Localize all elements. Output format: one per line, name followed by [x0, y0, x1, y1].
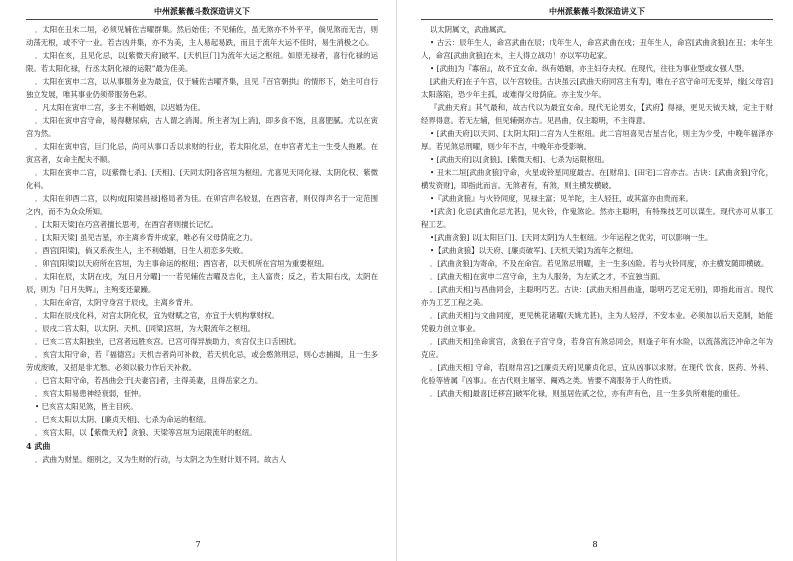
paragraph: ．已亥二宫太阳独坐，已宫者远胜亥宫。已宫可得异族助力，亥宫仅主口舌困扰。: [34, 337, 301, 346]
paragraph: • [武曲天府]以天同、[太阴太阳]二宫为人生枢纽。此二宫垣喜见吉星吉化，则主为少受，中晚年福泽亦厚。若见煞忌刑曜，则少年不吉，中晚年亦受影响。: [421, 129, 773, 151]
paragraph: ．太阳在辰戌化科，对宫太阴化权，宜为财赋之官，亦宜于大机构掌财权。: [34, 311, 279, 320]
paragraph: ．太阳在寅申二宫，以[紫微七杀]、[天相]、[天同太阴]各宫垣为枢纽。尤喜见天同化禄、太阴化权、紫微化科。: [26, 168, 378, 190]
paragraph: ．巳亥太阳以太阴、[廉贞天相]、七杀为命运的枢纽。: [34, 415, 211, 424]
paragraph: ．[武曲天相] 守命，若[财帛宫]之[廉贞天府]见廉贞化忌，宜从凶事以求财。在现代 饮食、医药、外科、化验等皆属『凶事』。在古代则主屠宰、阉鸡之类。皆要不离服务于人的性质。: [421, 363, 773, 385]
paragraph: ．辰戌二宫太阳，以太阴、天机、[同梁]宫垣，为大限流年之枢纽。: [34, 324, 255, 333]
paragraph: ．[太阳天梁]在巧宫者擅长思考，在酉宫者则擅长记忆。: [34, 220, 219, 229]
paragraph: 以太阴属文，武曲属武。: [429, 25, 512, 34]
left-page-body: [26, 23, 378, 439]
paragraph: •【武曲贪狼】以天府、[廉贞破军]、[天机天梁]为流年之枢纽。: [429, 246, 638, 255]
paragraph: ．[武曲天相]与文曲同度，更见桃花诸曜(天姚尤甚)，主为人轻浮，不安本业。必须加以后天克制，始能凭毅力创立事业。: [421, 311, 773, 333]
paragraph: ．凡太阳在寅申二宫，多主不利婚姻，以迟婚为佳。: [34, 103, 205, 112]
paragraph: ．太阳在辰，太阴在戌，为[日月分曜]一一若见辅佐吉曜及吉化，主人富贵；反之，若太阳右戌，太阴在辰，则为『日月失辉』，主殉变还蒙躁。: [26, 272, 378, 294]
left-page-number: 7: [195, 540, 201, 549]
paragraph: • 巳亥宫太阳见煞，皆主目疾。: [34, 402, 138, 411]
paragraph: ．[太阳天梁] 虽见吉星，亦主离乡背井成家，唯必有父母荫庇之力。: [34, 233, 258, 242]
paragraph: ．巳宫太阳守命，若昌曲会于[夫妻宫]者，主得美妻，且得岳家之力。: [34, 376, 263, 385]
paragraph: ．太阳在卯酉二宫，以构成[阳梁昌禄]格局者为佳。在卯宫声名较显，在酉宫者，则仅得声名于一定范围之内，而不为众众所知。: [26, 194, 378, 216]
paragraph: •[武曲贪狼] 以[太阳巨门]、[天同太阴]为人生枢纽。少年运程之优劣，可以影响一生。: [429, 233, 713, 242]
paragraph: ．卯宫[阳梁]以天府所在宫垣，为主事命运的枢纽；酉宫者，以天机所在宫垣为重要枢纽。: [34, 259, 329, 268]
paragraph: ．太阳在命宫，太阴守身宫于辰戌，主离乡背井。: [34, 298, 198, 307]
paragraph: ．太阳在丑未二垣，必须见辅佐吉曜群集。然后始佳；不见辅佐，虽无煞亦不外平平，倘见煞而无吉，则动荡无根，或不守一业。若吉凶并集，亦不为美，主人易起易跌，而且于流年大运不佳时，易生消极之心。: [26, 25, 378, 47]
paragraph: • [武曲]为『寡宿』，故不宜女命。纵有婚姻，亦主妇夺夫权。在现代，往往为事业型或女强人型。: [429, 64, 750, 73]
paragraph: [武曲天府]在子午宫，以午宫较佳。古诀虽云[武曲天府同宫主有寿]，唯在子宫守命可无变异，缘[父母宫]太阳落陷，恐少年主孤，或难得父母荫庇。亦主发少年。: [421, 77, 773, 99]
paragraph: ．太阳在寅申二宫，以从事服务业为最宜，仅于辅佐吉曜齐集，且见『百官朝拱』的情形下，始主可自行独立发展，唯其事业仍须带服务色彩。: [26, 77, 378, 99]
paragraph: ．[武曲天相]最喜[迁移宫]破军化禄，则虽居佐贰之位，亦有声有色，且一生多负所难能的重任。: [429, 389, 745, 398]
paragraph: ．亥宫太阳，以【紫微天府】贪狼、天梁等宫垣为运限流年的枢纽。: [34, 428, 257, 437]
paragraph: 『武曲天府』其气最和，故古代以为最宜女命。现代无论男女，【武府】得禄，更见天钺天城，定主于财经界得意。若无左辅，但见辅弼亦吉。见昌曲，仅主聪明，不主得意。: [421, 103, 773, 125]
left-closing-paragraph: ．武曲为财星。细别之，又为生财的行动，与太阴之为生财计划不同。故古人: [34, 455, 287, 464]
paragraph: ．酉宫[阳梁]，倘又系夜生人，主不利婚姻，日生人初恋多失败。: [34, 246, 248, 255]
paragraph: ．太阳在亥，且见化忌，以[紫微天府]破军、[天机巨门]为流年大运之枢纽。如原无禄者，喜行化禄的运限。若太阳化禄，行丞太阴化禄的运限”最为佳美。: [26, 51, 378, 73]
paragraph: ．[武曲天相]在寅申二宫守命，主为人服务，为左贰之才，不宜独当面。: [429, 272, 665, 281]
paragraph: •[武贪] 化忌[武曲化忌尤甚]，见火铃，作鬼煞论。然亦主聪明，有特殊技艺可以谋生。现代亦可从事工程工艺。: [421, 207, 773, 229]
left-page: [0, 0, 396, 561]
paragraph: ．[武曲天相]与昌曲同会，主聪明巧艺。古诀：[武曲天相昌曲逢，聪明巧艺定无别]，即指此而言。现代亦为工艺工程之美。: [421, 285, 773, 307]
paragraph: • 古云：辰年生人，命宫武曲在辰；戊年生人，命宫武曲在戌；丑年生人，命宫[武曲贪狼]在丑；未年生人，命宫[武曲贪狼]在未，主人得立战功！亦以军功起家。: [421, 38, 773, 60]
paragraph: ．太阳在寅申宫，巨门化忌，尚可从事口舌以求财的行业，若太阳化忌，在申宫者尤主一生受人拖累。在寅宫者，女命主配夫不顺。: [26, 142, 378, 164]
right-page: [397, 0, 793, 561]
paragraph: •『武曲贪狼』与火铃同度，见禄主富；见羊陀，主人轻狂，或其富亦由贵而来。: [429, 194, 693, 203]
paragraph: ．[武曲天相]坐命寅宫，贪狼在子宫守身，若身宫有煞忌同会，则逢子年有水险，以流荡流泛冲命之年为克应。: [421, 337, 773, 359]
paragraph: ．太阳在寅申宫守命，易得糖尿病，古人谓之消渴。所主者为[上消]，即多食不饱，且喜肥腻。尤以在寅宫为然。: [26, 116, 378, 138]
right-page-number: 8: [592, 540, 598, 549]
paragraph: • [武曲天府]以[贪狼]、[紫微天相]、七杀为运限枢纽。: [429, 155, 610, 164]
paragraph: • 丑未二垣[武曲贪狼]守命，火星或铃星同度最吉。在[财帛]、[田宅]二宫亦吉。古诀：[武曲贪狼]守化，横发资财]，即指此而言。无煞者有，有煞，则主横发横破。: [421, 168, 773, 190]
left-page-header: 中州派紫薇斗数深造讲义下: [26, 6, 378, 20]
paragraph: ．亥宫太阳守命，若『福德宫』天机吉者尚可补救，若天机化忌，或会憨煞刑忌，则心志捕揭，且一生多劳成废败，又招是非尤愁。必须以毅力作后天补救。: [26, 350, 378, 372]
right-page-body: [421, 23, 773, 400]
paragraph: ．亥宫太阳易患神经衰弱，怔忡。: [34, 389, 146, 398]
paragraph: ．[武曲贪狼]为寄命，不及在命宫。若见煞忌刑曜，主一生多凶险。若与火铃同度，亦主横发随即横破。: [429, 259, 769, 268]
section-title: 4 武曲: [26, 441, 51, 451]
right-page-header: 中州派紫薇斗数深造讲义下: [421, 6, 773, 20]
